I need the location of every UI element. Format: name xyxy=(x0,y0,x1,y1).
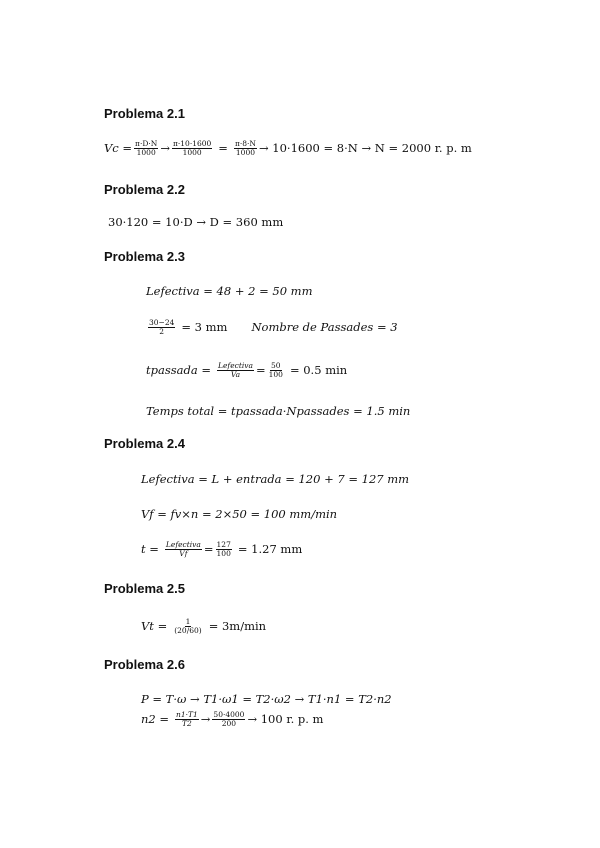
equation-2-4-line-2: Vf = fv×n = 2×50 = 100 mm/min xyxy=(141,507,338,521)
equation-2-6-line-1: P = T·ω → T1·ω1 = T2·ω2 → T1·n1 = T2·n2 xyxy=(141,692,392,706)
heading-problema-2-2: Problema 2.2 xyxy=(104,182,185,197)
equation-2-4-line-3: t = $\frac{\text{Lefectiva}}{Vf}$ = $\frac{127}{100}$ = 1.27 mm xyxy=(141,540,303,558)
fraction: $\frac{50}{100}$ xyxy=(268,361,283,379)
equation-2-4-line-1: Lefectiva = L + entrada = 120 + 7 = 127 mm xyxy=(141,472,410,486)
heading-problema-2-1: Problema 2.1 xyxy=(104,106,185,121)
heading-problema-2-5: Problema 2.5 xyxy=(104,581,185,596)
heading-problema-2-3: Problema 2.3 xyxy=(104,249,185,264)
equation-2-1: Vc = $\frac{\pi\cdot D\cdot N}{1000}$ → $\frac{\pi\cdot 10\cdot 1600}{1000}$ = $\frac{\pi\cdot 8\cdot N}{1000}$ → 10·1600 = 8·N → N = 2000 r. p. m xyxy=(104,139,472,157)
fraction: $\frac{1}{(20/60)}$ xyxy=(174,617,202,635)
fraction: $\frac{\pi\cdot D\cdot N}{1000}$ xyxy=(135,139,158,157)
fraction: $\frac{\pi\cdot 8\cdot N}{1000}$ xyxy=(234,139,256,157)
fraction: $\frac{127}{100}$ xyxy=(216,540,231,558)
fraction: $\frac{\text{Lefectiva}}{Vf}$ xyxy=(165,540,201,558)
equation-2-3-line-4: Temps total = tpassada·Npassades = 1.5 min xyxy=(146,404,411,418)
heading-problema-2-6: Problema 2.6 xyxy=(104,657,185,672)
equation-2-3-line-1: Lefectiva = 48 + 2 = 50 mm xyxy=(146,284,313,298)
heading-problema-2-4: Problema 2.4 xyxy=(104,436,185,451)
equation-2-3-line-3: tpassada = $\frac{\text{Lefectiva}}{Va}$ = $\frac{50}{100}$ = 0.5 min xyxy=(146,361,348,379)
equation-2-5: Vt = $\frac{1}{(20/60)}$ = 3m/min xyxy=(141,617,267,635)
eq-rest: → 10·1600 = 8·N → N = 2000 r. p. m xyxy=(258,141,472,156)
equation-2-3-line-2: $\frac{30-24}{2}$ = 3 mm Nombre de Passades = 3 xyxy=(149,318,398,336)
fraction: $\frac{\pi\cdot 10\cdot 1600}{1000}$ xyxy=(172,139,212,157)
fraction: $\frac{30-24}{2}$ xyxy=(149,318,175,336)
fraction: $\frac{n1\cdot T1}{T2}$ xyxy=(176,710,198,728)
fraction: $\frac{\text{Lefectiva}}{Va}$ xyxy=(218,361,253,379)
equation-2-2: 30·120 = 10·D → D = 360 mm xyxy=(108,215,284,229)
eq-lhs: Vc = xyxy=(104,141,133,156)
fraction: $\frac{50\cdot 4000}{200}$ xyxy=(213,710,245,728)
equation-2-6-line-2: n2 = $\frac{n1\cdot T1}{T2}$ → $\frac{50\cdot 4000}{200}$ → 100 r. p. m xyxy=(141,710,324,728)
